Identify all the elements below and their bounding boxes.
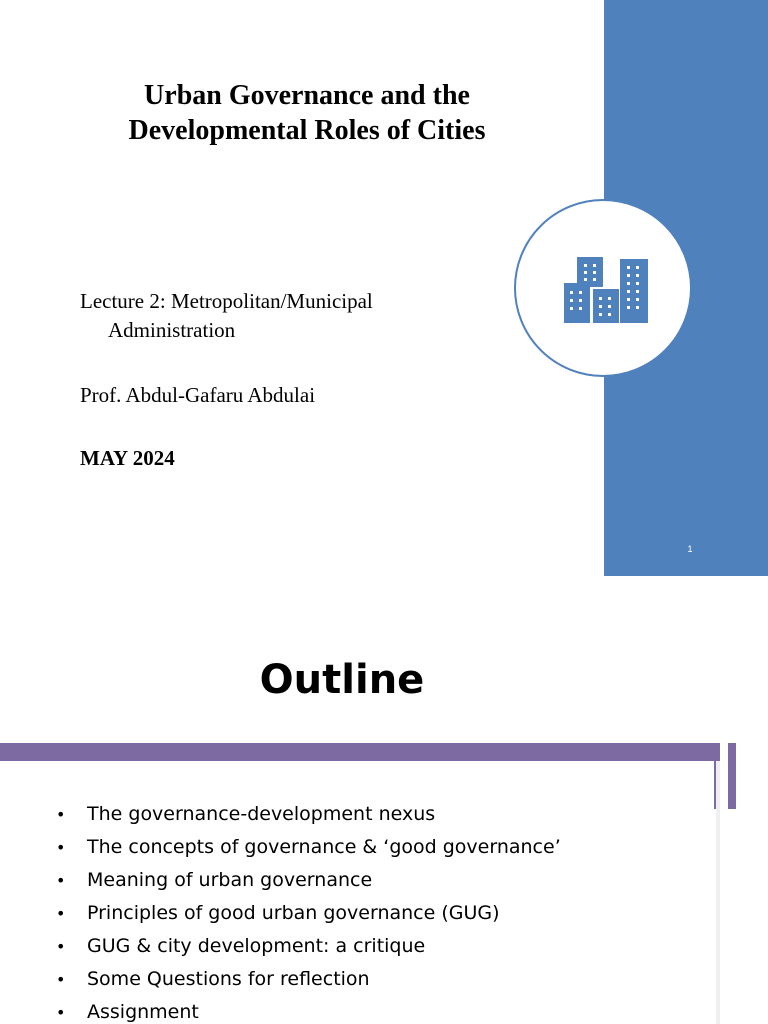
list-item: [56, 798, 561, 831]
title-line-1: Urban Governance and the: [144, 80, 470, 111]
city-buildings-icon: [562, 257, 648, 323]
list-item: [56, 897, 561, 930]
outline-bullet-list: [56, 798, 561, 1024]
icon-circle: [514, 199, 692, 377]
purple-accent-stripe: [728, 743, 736, 809]
purple-header-bar: [0, 743, 720, 761]
bullet-icon: •: [56, 970, 66, 989]
bullet-text: GUG & city development: a critique: [87, 935, 426, 957]
bullet-text: The governance-development nexus: [87, 803, 436, 825]
professor-name: Prof. Abdul-Gafaru Abdulai: [80, 383, 316, 407]
list-item: [56, 831, 561, 864]
outline-slide: [0, 576, 768, 1024]
bullet-text: Assignment: [87, 1001, 199, 1023]
bullet-icon: •: [56, 1003, 66, 1022]
lecture-line-2: Administration: [108, 318, 236, 342]
list-item: [56, 930, 561, 963]
bullet-icon: •: [56, 904, 66, 923]
title-line-2: Developmental Roles of Cities: [128, 115, 486, 146]
bullet-text: Principles of good urban governance (GUG): [87, 902, 500, 924]
lecture-date: MAY 2024: [80, 446, 175, 470]
lecture-subtitle: [80, 287, 500, 345]
slide-number: 1: [687, 544, 693, 554]
list-item: [56, 996, 561, 1024]
list-item: [56, 963, 561, 996]
bullet-icon: •: [56, 838, 66, 857]
outline-title: Outline: [259, 657, 425, 703]
bullet-icon: •: [56, 805, 66, 824]
list-item: [56, 864, 561, 897]
bullet-icon: •: [56, 937, 66, 956]
lecture-line-1: Lecture 2: Metropolitan/Municipal: [80, 289, 373, 313]
slide-title: [60, 78, 554, 148]
bullet-text: The concepts of governance & ‘good governance’: [87, 836, 561, 858]
bullet-text: Some Questions for reflection: [87, 968, 370, 990]
bullet-icon: •: [56, 871, 66, 890]
bullet-text: Meaning of urban governance: [87, 869, 373, 891]
content-edge-shadow: [716, 761, 720, 1024]
